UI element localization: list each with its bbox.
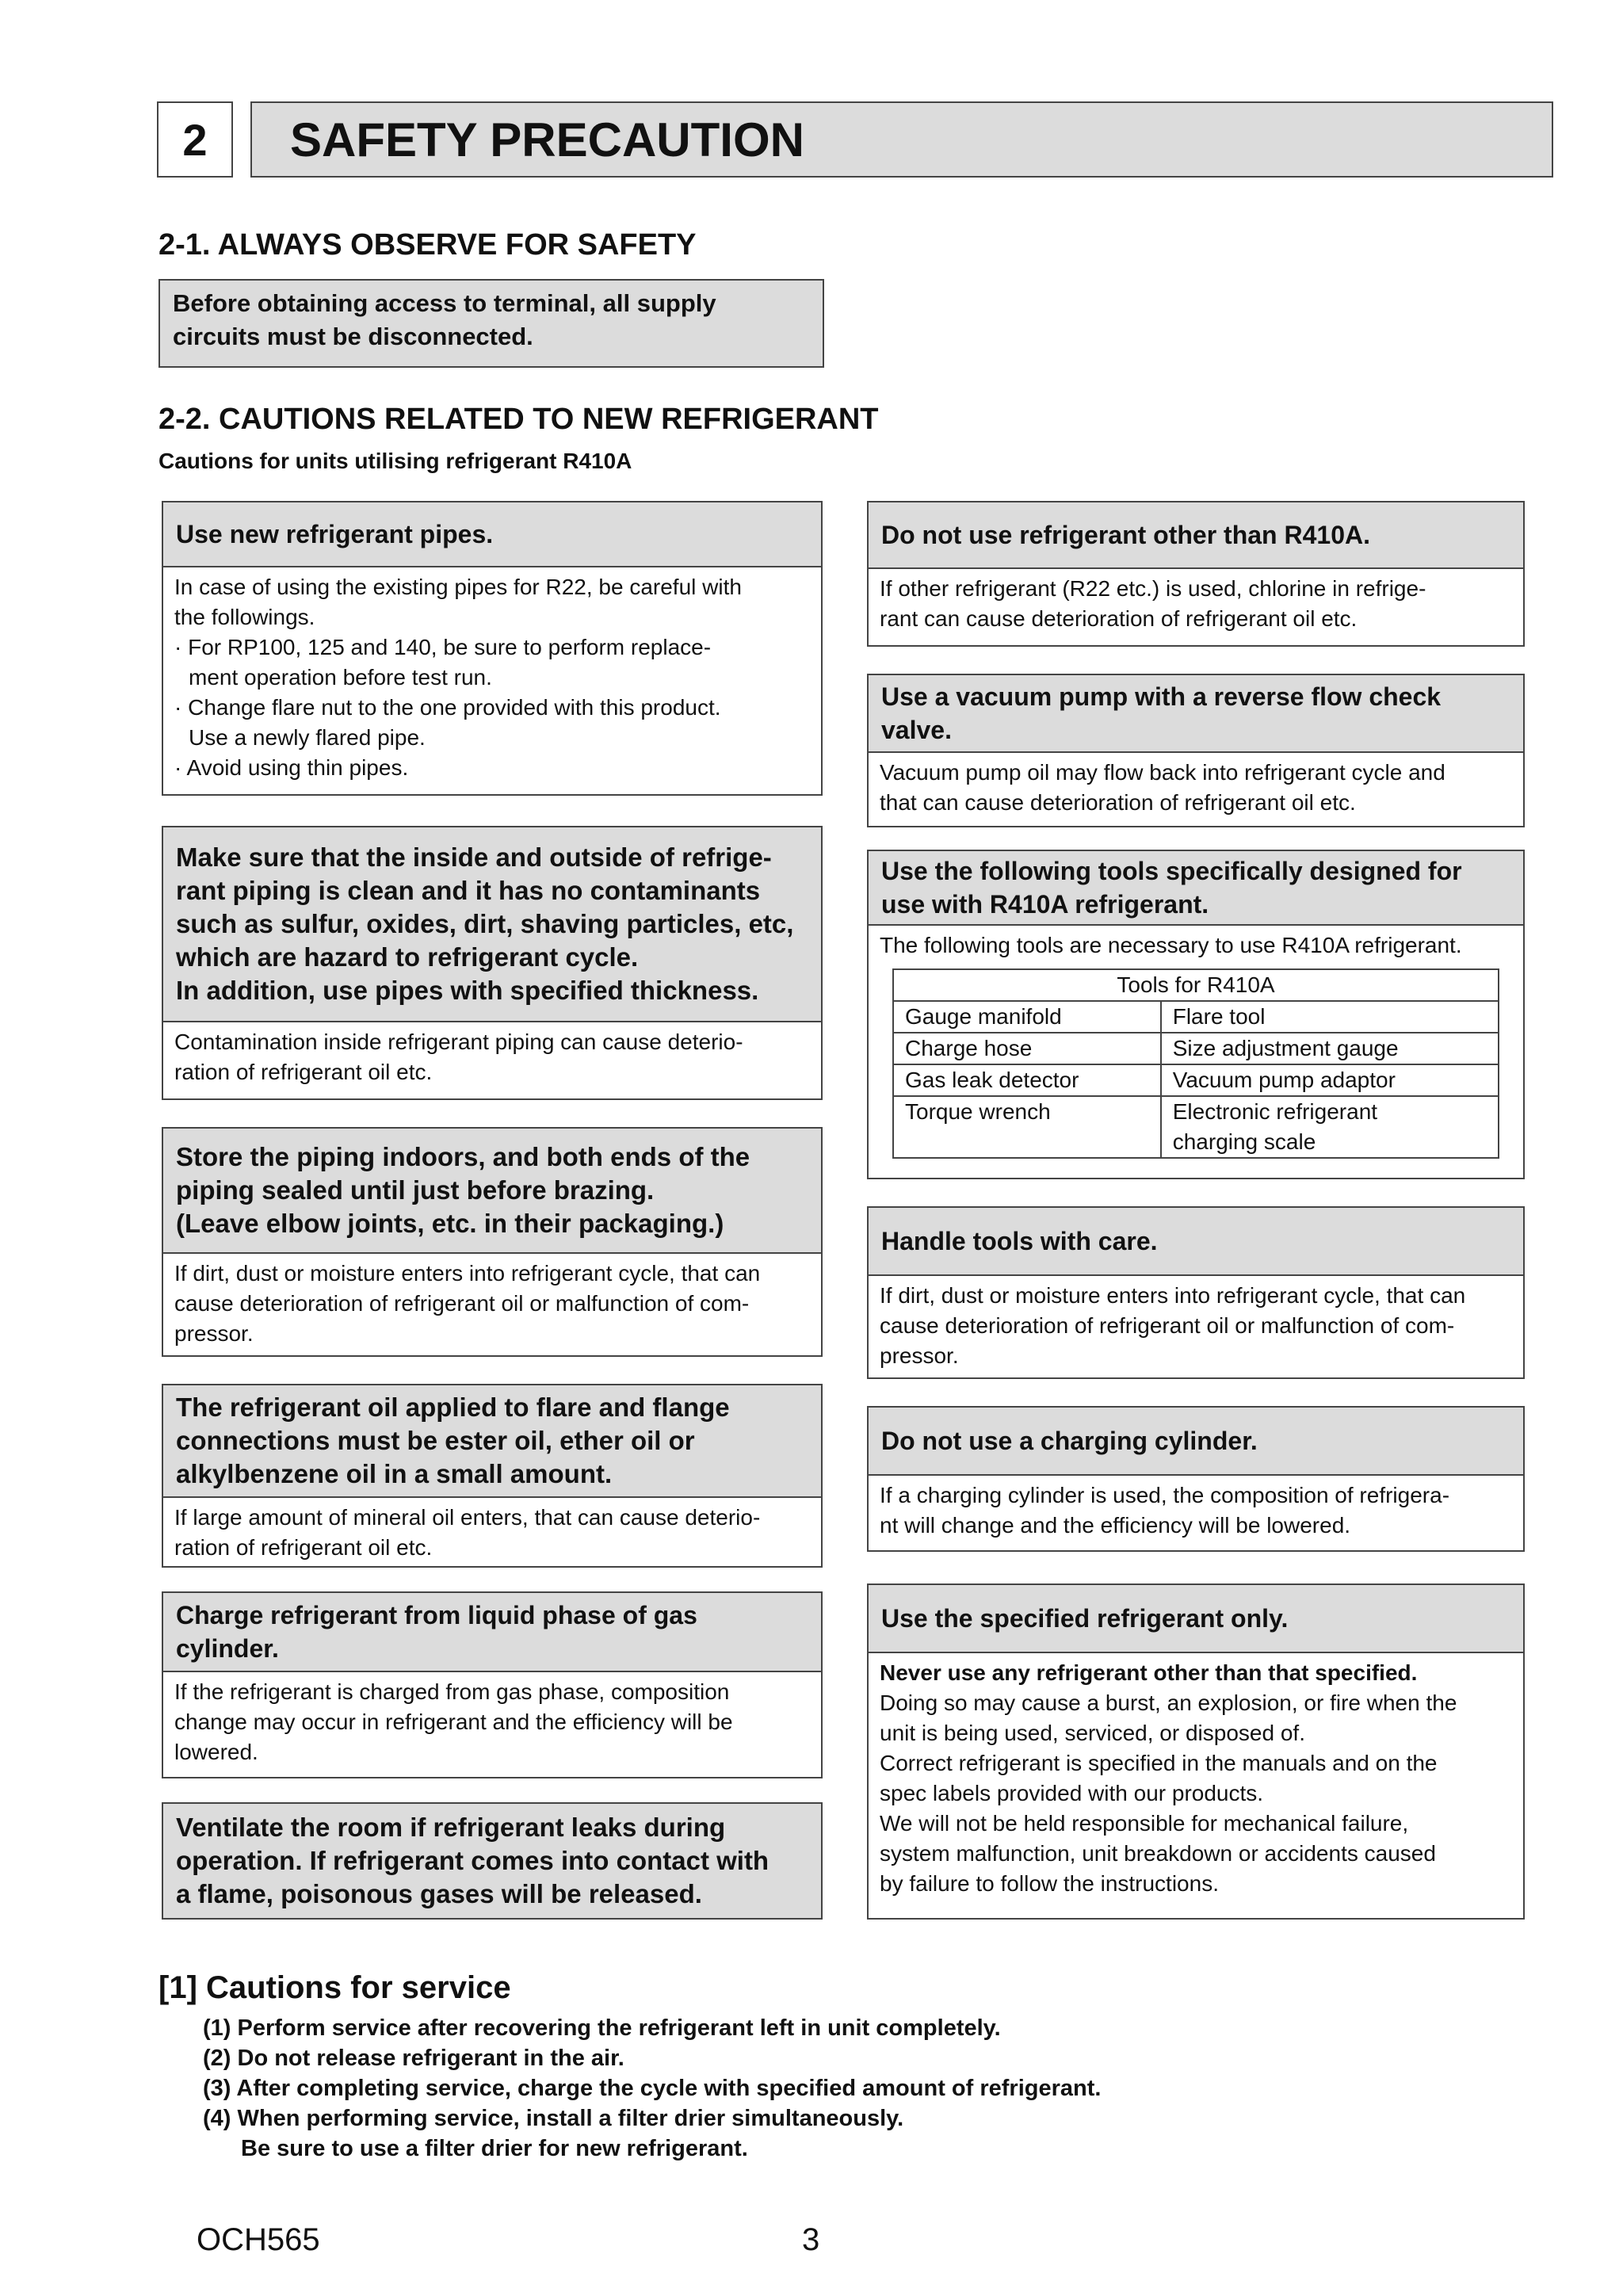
text-line: nt will change and the efficiency will be lowered. — [880, 1513, 1351, 1538]
service-heading: [1] Cautions for service — [158, 1970, 511, 2005]
table-row — [893, 1096, 1499, 1158]
table-cell: Vacuum pump adaptor — [1161, 1064, 1499, 1096]
caution-charge-liquid — [162, 1591, 823, 1778]
caution-body — [869, 1276, 1523, 1376]
caution-store-piping — [162, 1127, 823, 1357]
caution-refrigerant-oil — [162, 1384, 823, 1568]
caution-specified-refrigerant — [867, 1584, 1525, 1920]
title-line: Make sure that the inside and outside of refrige- — [176, 842, 772, 872]
text-line: rant can cause deterioration of refrigerant oil etc. — [880, 606, 1358, 631]
table-cell: Charge hose — [893, 1033, 1161, 1064]
caution-title: Do not use refrigerant other than R410A. — [869, 502, 1523, 569]
title-line: Use the following tools specifically designed for — [881, 857, 1462, 885]
table-caption: Tools for R410A — [893, 969, 1499, 1001]
caution-charging-cylinder — [867, 1406, 1525, 1552]
list-item: (4) When performing service, install a filter drier simultaneously. — [203, 2106, 904, 2131]
caution-body — [163, 1022, 821, 1092]
caution-handle-tools — [867, 1206, 1525, 1379]
caution-tools — [867, 850, 1525, 1179]
title-line: Ventilate the room if refrigerant leaks during — [176, 1813, 726, 1842]
title-line: Use a vacuum pump with a reverse flow check — [881, 682, 1442, 711]
caution-body — [869, 569, 1523, 639]
table-cell: Gas leak detector — [893, 1064, 1161, 1096]
title-line: connections must be ester oil, ether oil or — [176, 1426, 695, 1455]
text-line: Use a newly flared pipe. — [189, 725, 426, 750]
text-line: pressor. — [880, 1343, 959, 1368]
text-line: If the refrigerant is charged from gas phase, composition — [174, 1679, 730, 1704]
title-line: The refrigerant oil applied to flare and flange — [176, 1392, 730, 1422]
caution-ventilate — [162, 1802, 823, 1920]
table-cell — [1161, 1096, 1499, 1158]
safety-note-line: Before obtaining access to terminal, all supply — [173, 289, 716, 317]
caution-body — [163, 567, 821, 788]
cell-line: Electronic refrigerant — [1172, 1099, 1378, 1124]
list-item: (2) Do not release refrigerant in the air. — [203, 2046, 624, 2071]
title-line: alkylbenzene oil in a small amount. — [176, 1459, 613, 1488]
text-line: If a charging cylinder is used, the composition of refrigera- — [880, 1483, 1450, 1507]
text-line: In case of using the existing pipes for R22, be careful with — [174, 575, 742, 599]
service-list — [203, 2013, 1101, 2164]
caution-body — [869, 1653, 1523, 1904]
text-line: pressor. — [174, 1321, 254, 1346]
caution-body — [869, 1476, 1523, 1545]
safety-note-box — [158, 279, 824, 368]
text-line: If dirt, dust or moisture enters into refrigerant cycle, that can — [880, 1283, 1466, 1308]
caution-clean-piping — [162, 826, 823, 1100]
table-cell: Gauge manifold — [893, 1001, 1161, 1033]
text-line: lowered. — [174, 1740, 258, 1764]
document-code: OCH565 — [197, 2222, 320, 2257]
list-item: (1) Perform service after recovering the refrigerant left in unit completely. — [203, 2015, 1001, 2041]
text-line: ment operation before test run. — [189, 665, 492, 690]
text-line: Doing so may cause a burst, an explosion, or fire when the — [880, 1690, 1457, 1715]
table-row — [893, 1001, 1499, 1033]
table-row — [893, 1033, 1499, 1064]
text-line: · For RP100, 125 and 140, be sure to perform replace- — [174, 635, 712, 659]
text-line: We will not be held responsible for mechanical failure, — [880, 1811, 1409, 1836]
table-row — [893, 1064, 1499, 1096]
cell-line: charging scale — [1172, 1129, 1316, 1154]
title-line: such as sulfur, oxides, dirt, shaving particles, etc, — [176, 909, 794, 938]
caution-only-r410a — [867, 501, 1525, 647]
text-line: If dirt, dust or moisture enters into refrigerant cycle, that can — [174, 1261, 761, 1286]
text-line: that can cause deterioration of refrigerant oil etc. — [880, 790, 1356, 815]
text-line: change may occur in refrigerant and the efficiency will be — [174, 1710, 733, 1734]
title-line: rant piping is clean and it has no contaminants — [176, 876, 761, 905]
text-line: by failure to follow the instructions. — [880, 1871, 1219, 1896]
caution-title — [163, 1804, 821, 1918]
text-line: system malfunction, unit breakdown or accidents caused — [880, 1841, 1436, 1866]
list-item: Be sure to use a filter drier for new refrigerant. — [241, 2136, 748, 2161]
caution-body — [869, 926, 1523, 961]
text-line: Vacuum pump oil may flow back into refrigerant cycle and — [880, 760, 1445, 785]
text-line: Never use any refrigerant other than that specified. — [880, 1660, 1418, 1685]
text-line: The following tools are necessary to use R410A refrigerant. — [880, 933, 1462, 957]
table-cell: Size adjustment gauge — [1161, 1033, 1499, 1064]
caution-title — [869, 675, 1523, 753]
caution-vacuum-pump — [867, 674, 1525, 827]
text-line: · Change flare nut to the one provided with this product. — [174, 695, 721, 720]
safety-note-line: circuits must be disconnected. — [173, 323, 533, 350]
title-line: which are hazard to refrigerant cycle. — [176, 942, 639, 972]
heading-2-2: 2-2. CAUTIONS RELATED TO NEW REFRIGERANT — [158, 403, 879, 436]
text-line: If large amount of mineral oil enters, that can cause deterio- — [174, 1505, 761, 1530]
title-line: a flame, poisonous gases will be released. — [176, 1879, 702, 1908]
caution-title — [163, 1129, 821, 1254]
caution-body — [163, 1498, 821, 1568]
section-title: SAFETY PRECAUTION — [250, 101, 1553, 178]
text-line: unit is being used, serviced, or disposed of. — [880, 1721, 1305, 1745]
caution-title — [163, 1593, 821, 1672]
caution-title: Use new refrigerant pipes. — [163, 502, 821, 567]
table-caption-row — [893, 969, 1499, 1001]
table-cell: Flare tool — [1161, 1001, 1499, 1033]
text-line: · Avoid using thin pipes. — [174, 755, 409, 780]
title-line: In addition, use pipes with specified thickness. — [176, 976, 759, 1005]
caution-body — [869, 753, 1523, 823]
caution-body — [163, 1254, 821, 1354]
text-line: the followings. — [174, 605, 315, 629]
text-line: cause deterioration of refrigerant oil or malfunction of com- — [880, 1313, 1455, 1338]
text-line: cause deterioration of refrigerant oil or malfunction of com- — [174, 1291, 750, 1316]
title-line: Store the piping indoors, and both ends of the — [176, 1142, 750, 1171]
text-line: If other refrigerant (R22 etc.) is used, chlorine in refrige- — [880, 576, 1426, 601]
text-line: Contamination inside refrigerant piping can cause deterio- — [174, 1030, 743, 1054]
tools-table — [892, 968, 1499, 1159]
text-line: Correct refrigerant is specified in the manuals and on the — [880, 1751, 1438, 1775]
list-item: (3) After completing service, charge the cycle with specified amount of refrigerant. — [203, 2076, 1102, 2101]
title-line: cylinder. — [176, 1634, 279, 1663]
title-line: use with R410A refrigerant. — [881, 890, 1209, 919]
caution-title — [163, 827, 821, 1022]
table-cell: Torque wrench — [893, 1096, 1161, 1158]
title-line: piping sealed until just before brazing. — [176, 1175, 655, 1205]
caution-body — [163, 1672, 821, 1772]
heading-2-1: 2-1. ALWAYS OBSERVE FOR SAFETY — [158, 228, 697, 262]
caution-new-pipes — [162, 501, 823, 796]
caution-title: Use the specified refrigerant only. — [869, 1585, 1523, 1653]
text-line: spec labels provided with our products. — [880, 1781, 1264, 1805]
subheading-r410a: Cautions for units utilising refrigerant R410A — [158, 449, 632, 473]
title-line: Charge refrigerant from liquid phase of gas — [176, 1601, 697, 1629]
caution-title: Handle tools with care. — [869, 1208, 1523, 1276]
page-number: 3 — [802, 2222, 820, 2257]
title-line: (Leave elbow joints, etc. in their packaging.) — [176, 1209, 724, 1238]
caution-title — [869, 851, 1523, 926]
caution-title — [163, 1385, 821, 1498]
caution-title: Do not use a charging cylinder. — [869, 1408, 1523, 1476]
title-line: operation. If refrigerant comes into contact with — [176, 1846, 769, 1875]
text-line: ration of refrigerant oil etc. — [174, 1060, 433, 1084]
text-line: ration of refrigerant oil etc. — [174, 1535, 433, 1560]
title-line: valve. — [881, 716, 952, 744]
section-number: 2 — [157, 101, 233, 178]
